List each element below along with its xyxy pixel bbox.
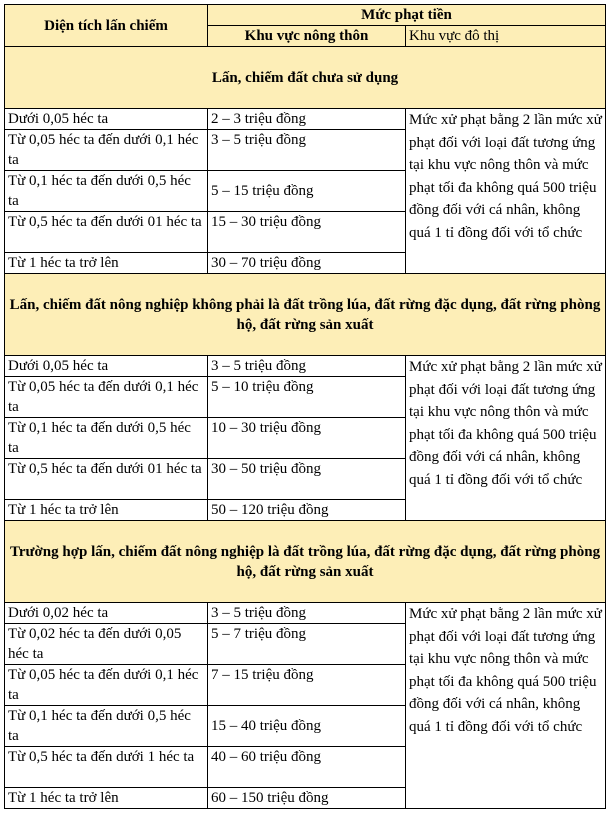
fine-table [4,4,606,809]
section-title: Lấn, chiếm đất chưa sử dụng [5,47,606,109]
area-cell: Dưới 0,02 héc ta [5,603,208,624]
area-cell: Từ 0,02 héc ta đến dưới 0,05 héc ta [5,624,208,665]
urban-note: Mức xử phạt bằng 2 lần mức xử phạt đối với loại đất tương ứng tại khu vực nông thôn và mức phạt tối đa không quá 500 triệu đồng đối với cá nhân, không quá 1 tỉ đồng đối với tổ chức [406,356,606,521]
header-row [5,5,606,26]
urban-note: Mức xử phạt bằng 2 lần mức xử phạt đối với loại đất tương ứng tại khu vực nông thôn và mức phạt tối đa không quá 500 triệu đồng đối với cá nhân, không quá 1 tỉ đồng đối với tổ chức [406,109,606,274]
header-rural: Khu vực nông thôn [208,26,406,47]
rural-fine-cell: 7 – 15 triệu đồng [208,665,406,706]
header-urban: Khu vực đô thị [406,26,606,47]
area-cell: Từ 0,5 héc ta đến dưới 01 héc ta [5,459,208,500]
table-row [5,356,606,377]
urban-note: Mức xử phạt bằng 2 lần mức xử phạt đối với loại đất tương ứng tại khu vực nông thôn và mức phạt tối đa không quá 500 triệu đồng đối với cá nhân, không quá 1 tỉ đồng đối với tổ chức [406,603,606,809]
area-cell: Từ 1 héc ta trở lên [5,788,208,809]
rural-fine-cell: 5 – 15 triệu đồng [208,171,406,212]
rural-fine-cell: 50 – 120 triệu đồng [208,500,406,521]
area-cell: Từ 1 héc ta trở lên [5,253,208,274]
rural-fine-cell: 15 – 30 triệu đồng [208,212,406,253]
section-row [5,274,606,356]
section-title: Trường hợp lấn, chiếm đất nông nghiệp là đất trồng lúa, đất rừng đặc dụng, đất rừng phòng hộ, đất rừng sản xuất [5,521,606,603]
rural-fine-cell: 40 – 60 triệu đồng [208,747,406,788]
rural-fine-cell: 10 – 30 triệu đồng [208,418,406,459]
rural-fine-cell: 3 – 5 triệu đồng [208,130,406,171]
area-cell: Dưới 0,05 héc ta [5,356,208,377]
rural-fine-cell: 30 – 50 triệu đồng [208,459,406,500]
area-cell: Từ 0,1 héc ta đến dưới 0,5 héc ta [5,706,208,747]
area-cell: Từ 0,05 héc ta đến dưới 0,1 héc ta [5,665,208,706]
area-cell: Từ 1 héc ta trở lên [5,500,208,521]
table-row [5,109,606,130]
area-cell: Từ 0,05 héc ta đến dưới 0,1 héc ta [5,130,208,171]
section-row [5,47,606,109]
section-title: Lấn, chiếm đất nông nghiệp không phải là đất trồng lúa, đất rừng đặc dụng, đất rừng phòng hộ, đất rừng sản xuất [5,274,606,356]
section-row [5,521,606,603]
rural-fine-cell: 30 – 70 triệu đồng [208,253,406,274]
area-cell: Từ 0,1 héc ta đến dưới 0,5 héc ta [5,171,208,212]
area-cell: Từ 0,1 héc ta đến dưới 0,5 héc ta [5,418,208,459]
rural-fine-cell: 15 – 40 triệu đồng [208,706,406,747]
header-area: Diện tích lấn chiếm [5,5,208,47]
area-cell: Dưới 0,05 héc ta [5,109,208,130]
header-fine: Mức phạt tiền [208,5,606,26]
rural-fine-cell: 5 – 7 triệu đồng [208,624,406,665]
table-row [5,603,606,624]
area-cell: Từ 0,5 héc ta đến dưới 1 héc ta [5,747,208,788]
area-cell: Từ 0,5 héc ta đến dưới 01 héc ta [5,212,208,253]
rural-fine-cell: 3 – 5 triệu đồng [208,356,406,377]
rural-fine-cell: 3 – 5 triệu đồng [208,603,406,624]
rural-fine-cell: 60 – 150 triệu đồng [208,788,406,809]
rural-fine-cell: 5 – 10 triệu đồng [208,377,406,418]
rural-fine-cell: 2 – 3 triệu đồng [208,109,406,130]
area-cell: Từ 0,05 héc ta đến dưới 0,1 héc ta [5,377,208,418]
